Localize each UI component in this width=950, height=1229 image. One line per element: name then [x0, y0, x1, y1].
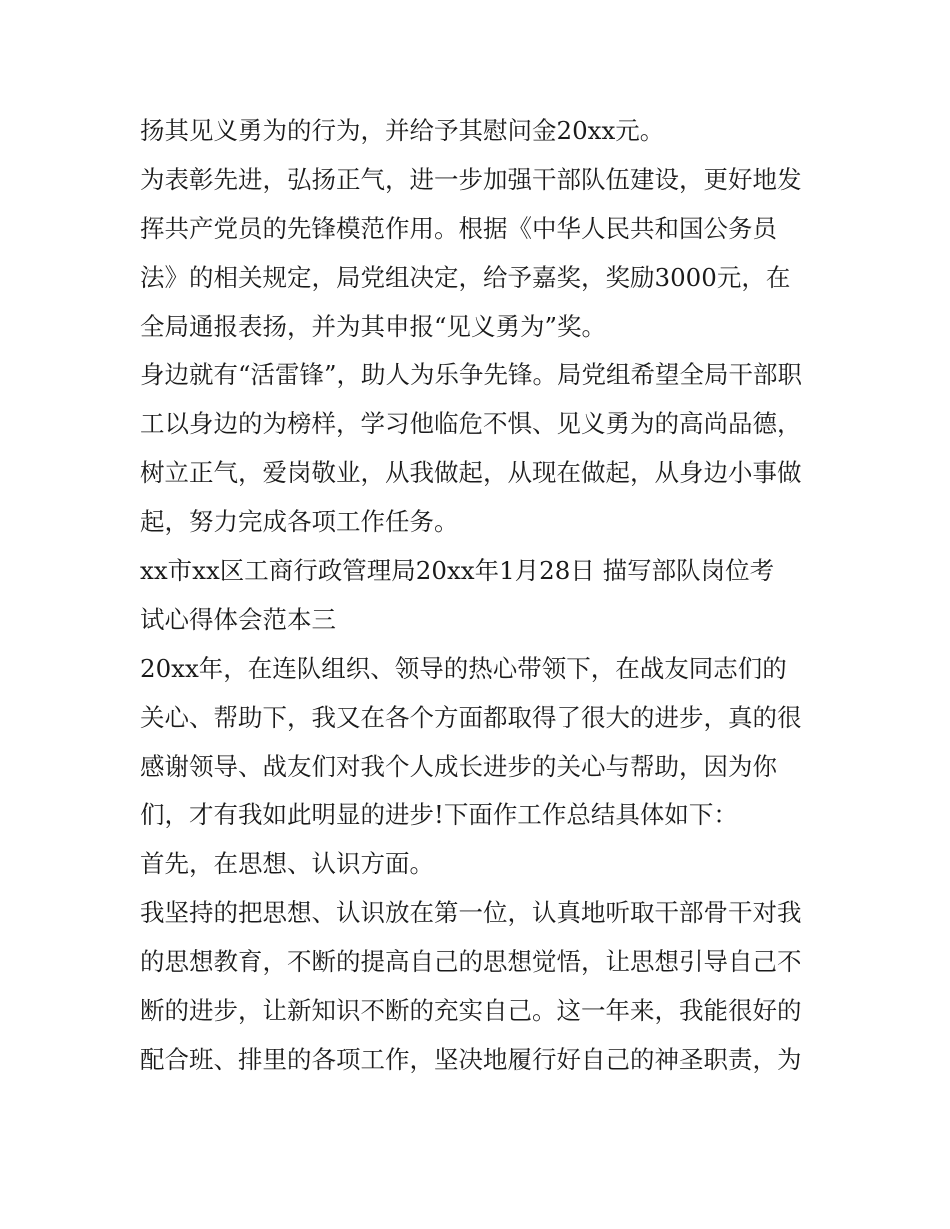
text-line-5: 全局通报表扬，并为其申报“见义勇为”奖。: [140, 311, 607, 341]
text-line-9: 起，努力完成各项工作任务。: [140, 507, 459, 537]
text-line-3: 挥共产党员的先锋模范作用。根据《中华人民共和国公务员: [140, 213, 777, 243]
text-line-15: 们，才有我如此明显的进步!下面作工作总结具体如下：: [140, 800, 738, 830]
text-line-17: 我坚持的把思想、认识放在第一位，认真地听取干部骨干对我: [140, 898, 802, 928]
text-line-8: 树立正气，爱岗敬业，从我做起，从现在做起，从身边小事做: [140, 458, 802, 488]
text-line-4: 法》的相关规定，局党组决定，给予嘉奖，奖励3000元，在: [140, 262, 791, 292]
text-line-10: xx市xx区工商行政管理局20xx年1月28日 描写部队岗位考: [140, 556, 775, 586]
text-line-20: 配合班、排里的各项工作，坚决地履行好自己的神圣职责，为: [140, 1044, 802, 1074]
text-line-13: 关心、帮助下，我又在各个方面都取得了很大的进步，真的很: [140, 702, 802, 732]
text-line-11: 试心得体会范本三: [140, 604, 336, 634]
text-line-16: 首先，在思想、认识方面。: [140, 849, 434, 879]
text-line-6: 身边就有“活雷锋”，助人为乐争先锋。局党组希望全局干部职: [140, 360, 803, 390]
text-line-18: 的思想教育，不断的提高自己的思想觉悟，让思想引导自己不: [140, 947, 802, 977]
text-line-12: 20xx年，在连队组织、领导的热心带领下，在战友同志们的: [140, 653, 787, 683]
text-line-1: 扬其见义勇为的行为，并给予其慰问金20xx元。: [140, 116, 665, 145]
text-line-2: 为表彰先进，弘扬正气，进一步加强干部队伍建设，更好地发: [140, 164, 802, 194]
text-line-7: 工以身边的为榜样，学习他临危不惧、见义勇为的高尚品德，: [140, 409, 802, 439]
text-line-14: 感谢领导、战友们对我个人成长进步的关心与帮助，因为你: [140, 751, 777, 781]
document-body: [140, 107, 820, 1085]
text-line-19: 断的进步，让新知识不断的充实自己。这一年来，我能很好的: [140, 996, 802, 1026]
